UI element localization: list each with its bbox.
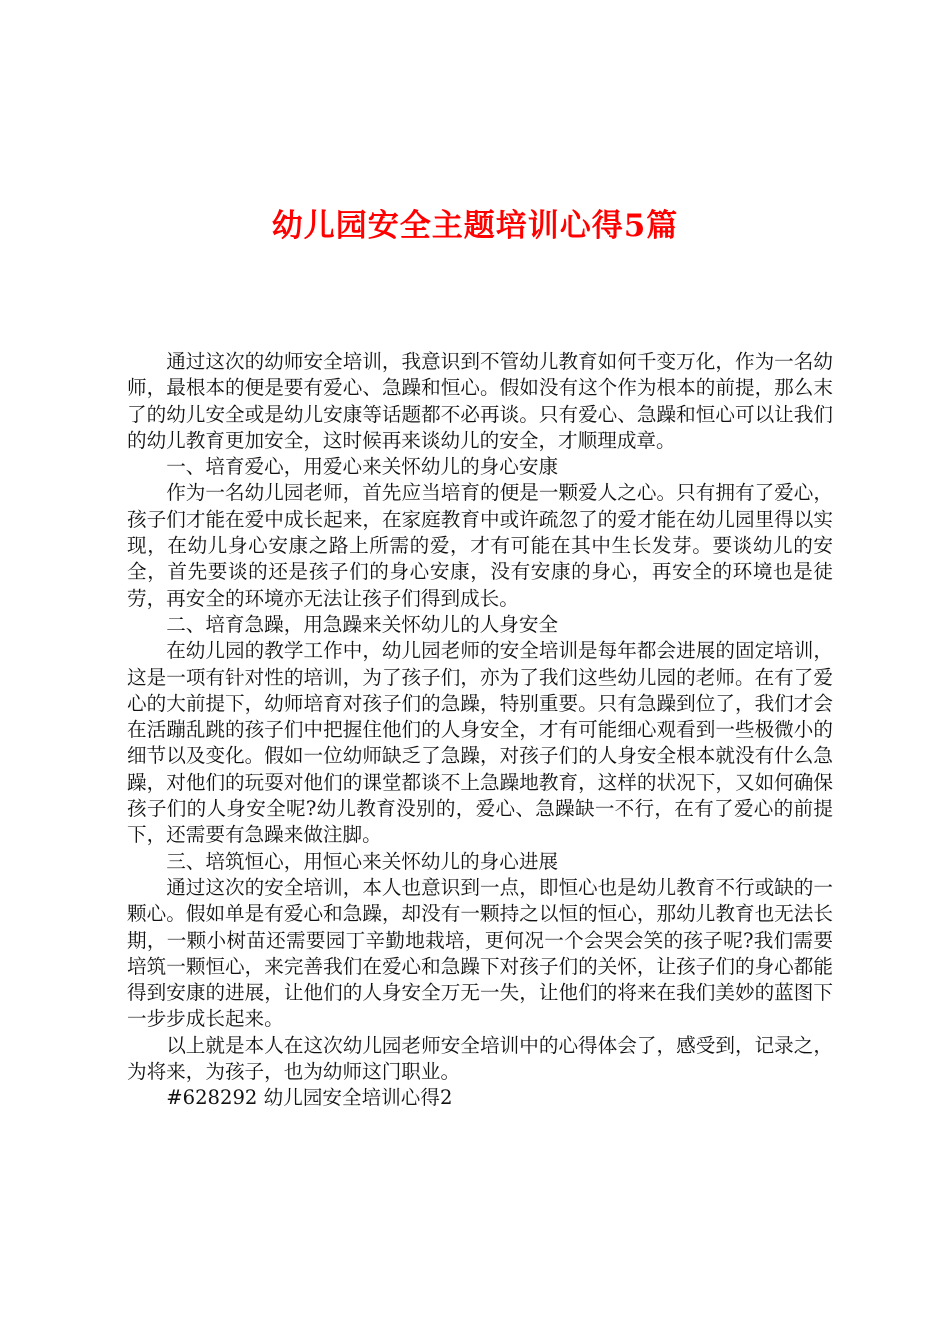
intro-paragraph: 通过这次的幼师安全培训，我意识到不管幼儿教育如何千变万化，作为一名幼师，最根本的便是要有爱心、急躁和恒心。假如没有这个作为根本的前提，那么末了的幼儿安全或是幼儿安康等话题都不必再谈。只有爱心、急躁和恒心可以让我们的幼儿教育更加安全，这时候再来谈幼儿的安全，才顺理成章。 <box>127 350 833 452</box>
document-title: 幼儿园安全主题培训心得5篇 <box>271 208 679 244</box>
next-article-heading: #628292 幼儿园安全培训心得2 <box>166 1086 453 1110</box>
love-paragraph: 作为一名幼儿园老师，首先应当培育的便是一颗爱人之心。只有拥有了爱心，孩子们才能在爱中成长起来，在家庭教育中或许疏忽了的爱才能在幼儿园里得以实现，在幼儿身心安康之路上所需的爱，才有可能在其中生长发芽。要谈幼儿的安全，首先要谈的还是孩子们的身心安康，没有安康的身心，再安全的环境也是徒劳，再安全的环境亦无法让孩子们得到成长。 <box>127 481 833 610</box>
conclusion-paragraph: 以上就是本人在这次幼儿园老师安全培训中的心得体会了，感受到，记录之，为将来，为孩子，也为幼师这门职业。 <box>127 1033 833 1084</box>
section-heading-love: 一、培育爱心，用爱心来关怀幼儿的身心安康 <box>166 455 559 479</box>
patience-paragraph: 在幼儿园的教学工作中，幼儿园老师的安全培训是每年都会进展的固定培训，这是一项有针对性的培训，为了孩子们，亦为了我们这些幼儿园的老师。在有了爱心的大前提下，幼师培育对孩子们的急躁，特别重要。只有急躁到位了，我们才会在活蹦乱跳的孩子们中把握住他们的人身安全，才有可能细心观看到一些极微小的细节以及变化。假如一位幼师缺乏了急躁，对孩子们的人身安全根本就没有什么急躁，对他们的玩耍对他们的课堂都谈不上急躁地教育，这样的状况下，又如何确保孩子们的人身安全呢?幼儿教育没别的，爱心、急躁缺一不行，在有了爱心的前提下，还需要有急躁来做注脚。 <box>127 639 833 847</box>
document-body <box>127 349 833 1112</box>
section-heading-perseverance: 三、培筑恒心，用恒心来关怀幼儿的身心进展 <box>166 849 559 873</box>
perseverance-paragraph: 通过这次的安全培训，本人也意识到一点，即恒心也是幼儿教育不行或缺的一颗心。假如单是有爱心和急躁，却没有一颗持之以恒的恒心，那幼儿教育也无法长期，一颗小树苗还需要园丁辛勤地栽培，更何况一个会哭会笑的孩子呢?我们需要培筑一颗恒心，来完善我们在爱心和急躁下对孩子们的关怀，让孩子们的身心都能得到安康的进展，让他们的人身安全万无一失，让他们的将来在我们美妙的蓝图下一步步成长起来。 <box>127 875 833 1031</box>
section-heading-patience: 二、培育急躁，用急躁来关怀幼儿的人身安全 <box>166 612 559 636</box>
